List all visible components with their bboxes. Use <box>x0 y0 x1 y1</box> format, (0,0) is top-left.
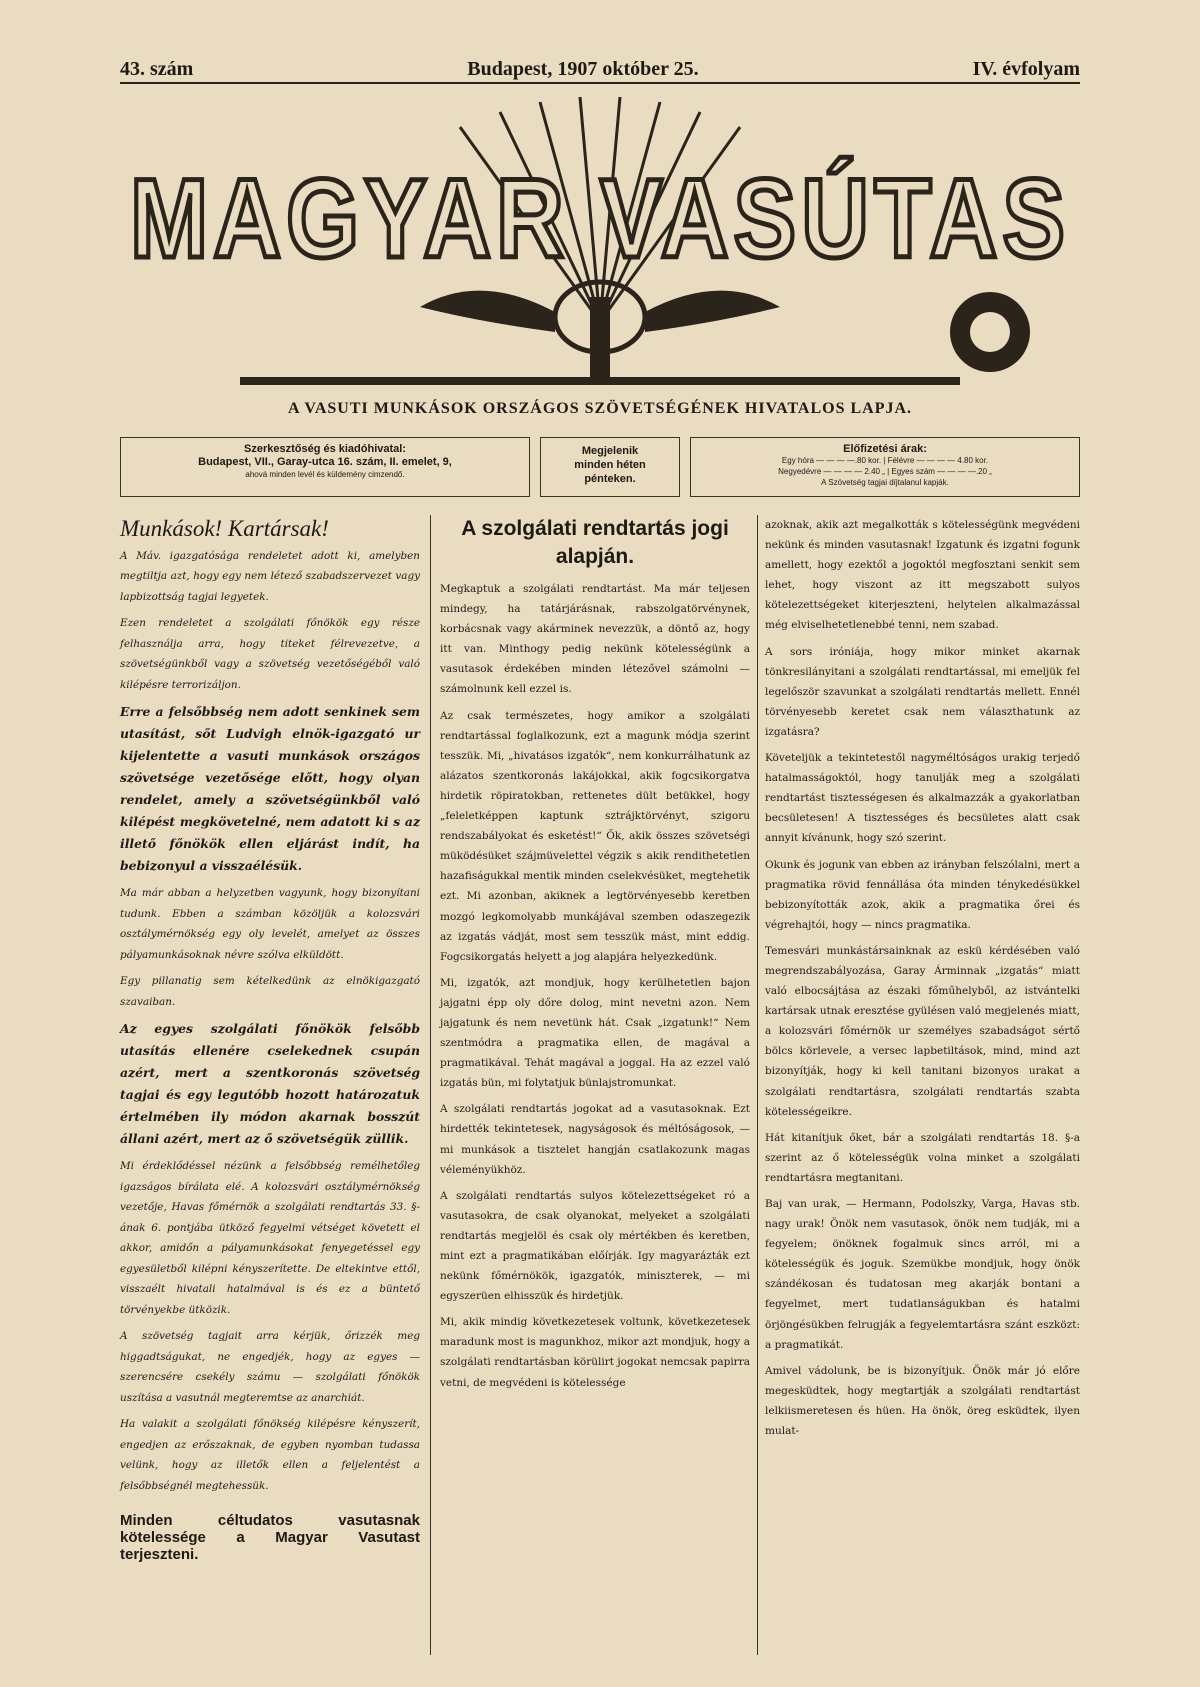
volume: IV. évfolyam <box>972 58 1080 80</box>
subscription-info <box>690 437 1080 497</box>
column-3 <box>765 515 1080 1447</box>
paragraph: Hát kitanítjuk őket, bár a szolgálati rendtartás 18. §-a szerint az ő kötelességük volna minket a szolgálati rendtartásra megtanitani. <box>765 1131 1080 1184</box>
article-title: A szolgálati rendtartás jogi alapján. <box>461 517 729 568</box>
subscription-line2: Negyedévre — — — — 2.40 „ | Egyes szám — — — —.20 „ <box>778 467 992 476</box>
promo-text: Minden céltudatos vasutasnak kötelessége a Magyar Vasutast terjeszteni. <box>120 1512 420 1563</box>
appears-line1: Megjelenik <box>581 445 639 457</box>
paragraph: Okunk és jogunk van ebben az irányban felszólalni, mert a pragmatika rövid fennállása óta minden ténykedésükkel bebizonyították azok, akik a pragmatika őrei és végrehajtói, hogy — nincs pragmatika. <box>765 858 1080 931</box>
subtitle: A VASUTI MUNKÁSOK ORSZÁGOS SZÖVETSÉGÉNEK HIVATALOS LAPJA. <box>287 400 913 417</box>
appears-line3: pénteken. <box>584 473 636 485</box>
paragraph: Egy pillanatig sem kételkedünk az elnökigazgató szavaiban. <box>120 975 420 1008</box>
issue-number: 43. szám <box>120 58 194 80</box>
appears-line2: minden héten <box>574 459 646 471</box>
paragraph: Az egyes szolgálati főnökök felsőbb utasítás ellenére cselekednek csupán azért, mert a szentkoronás szövetség tagjai és egy legutóbb hozott határozatuk értelmében ily módon akarnak bosszút állani azért, mert az ő szövetségük züllik. <box>120 1021 420 1146</box>
editorial-note: ahová minden levél és küldemény cimzendő. <box>245 470 405 479</box>
paragraph: Követeljük a tekintetestől nagyméltóságos urakig terjedő hatalmasságoktól, hogy tanulják meg a szolgálati rendtartást tisztességesen és alkalmazzák a gyakorlatban becsületesen! A tisztességes és becsületes alatt csak annyit kívánunk, hogy szó szerint. <box>765 752 1080 845</box>
appears-info <box>540 437 680 497</box>
paragraph: Baj van urak, — Hermann, Podolszky, Varga, Havas stb. nagy urak! Önök nem vasutasok, önök nem tudják, mi a fegyelem; önöknek fogalmuk sincs arról, mi a kötelességük és joguk. Szemükbe mondjuk, hogy önök szándékosan és tudatosan meg akarják bontani a fegyelmet, mert tudatlanságukban és hatalmi örjöngésükben felrugják a fegyelemtartásra szánt eszközt: a pragmatikát. <box>765 1198 1080 1351</box>
editorial-address: Budapest, VII., Garay-utca 16. szám, II. emelet, 9, <box>198 456 452 468</box>
paragraph: Megkaptuk a szolgálati rendtartást. Ma már teljesen mindegy, ha tatárjárásnak, rabszolgatörvénynek, korbácsnak vagy akárminek nevezzük, a döntő az, hogy itt van. Minthogy pedig nekünk kötelességünk a vasutasok érdekében minden létezővel számolni — számolnunk kell ezzel is. <box>440 583 750 696</box>
paragraph: A szolgálati rendtartás jogokat ad a vasutasoknak. Ezt hirdették tekintetesek, nagyságosok és méltóságosok, — mi munkások a tisztelet hangján csatlakozunk magas véleményükhöz. <box>440 1103 750 1176</box>
paragraph: Ezen rendeletet a szolgálati főnökök egy része felhasználja arra, hogy titeket félrevezetve, a szövetségünkből vagy a szövetség vezetőségéből való kilépésre terrorizáljon. <box>120 617 420 691</box>
paragraph: Mi, izgatók, azt mondjuk, hogy kerülhetetlen bajon jajgatni épp oly dőre dolog, mint nevetni azon. Nem jajgatunk és nem nevetünk hát. Csak „izgatunk!“ Nem szentmódra a pragmatika ellen, de magával a pragmatikával. Tehát magával a joggal. Ha az ezzel való izgatás bün, mi folytatjuk bünlajstromunkat. <box>440 976 750 1090</box>
subscription-title: Előfizetési árak: <box>843 443 927 455</box>
paragraph: Temesvári munkástársainknak az eskü kérdésében való megrendszabályozása, Garay Árminnak „izgatás“ miatt való elbocsájtása az északi főműhelyből, az istvántelki kartársak utnak eresztése gyülésen való megjelenés miatt, a kolozsvári főmérnök ur személyes szabadságot sértő bölcs körlevele, a versec lapbetiltások, mind, mind azt bizonyítják, hogy ki kell tanitani bizonyos urakat a szolgálati rendtartásra, szolgálati rendtartás szabta kötelességeikre. <box>765 944 1080 1118</box>
subscription-line1: Egy hóra — — — —.80 kor. | Félévre — — — — 4.80 kor. <box>781 456 989 465</box>
column-separator <box>430 515 431 1655</box>
paragraph: Ha valakit a szolgálati főnökség kilépésre kényszerít, engedjen az erőszaknak, de egyben nyomban tudassa velünk, hogy az illetők ellen a feljelentést a felsőbbségnél megtehessük. <box>120 1418 420 1492</box>
dateline: Budapest, 1907 október 25. <box>467 58 699 80</box>
issue-header <box>120 58 1080 81</box>
article-title: Munkások! Kartársak! <box>120 516 329 541</box>
masthead <box>120 92 1080 387</box>
paragraph: A szolgálati rendtartás sulyos kötelezettségeket ró a vasutasokra, de csak olyanokat, melyeket a szolgálati rendtartás megjelöl és csak oly mértékben és keretben, mint ezt a pragmatikában előírják. Igy magyarázták ezt nekünk főmérnökök, igazgatók, miniszterek, — mi egyszerüen elhisszük és hirdetjük. <box>440 1189 750 1303</box>
subscription-line3: A Szövetség tagjai díjtalanul kapják. <box>821 478 949 487</box>
header-rule <box>120 82 1080 84</box>
paragraph: Az csak természetes, hogy amikor a szolgálati rendtartással foglalkozunk, ezt a magunk módja szerint tesszük. Mi, „hivatásos izgatók“, nem konkurrálhatunk az alázatos szentkoronás lakájokkal, akik fogcsikorgatva hirdetik röpiratokban, rettenetes dült betükkel, hogy „feleletképpen kaptunk sztrájktörvényt, szigoru rendszabályokat és esketést!“ Ők, akik összes szövetségi müködésüket szájmüvelettel végzik s akik rendithetetlen hazafiságukkal mentik minden cselekvésüket, megtehetik ezt. Mi azonban, akiknek a legtörvényesebb keretben mozgó legkomolyabb munkájával szemben odaszegezik az izgatás vádját, most sem tesszük mást, mint eddig. Fogcsikorgatás helyett a jog alapjára helyezkedünk. <box>440 709 750 963</box>
column-1 <box>120 515 420 1569</box>
editorial-title: Szerkesztőség és kiadóhivatal: <box>243 443 406 455</box>
paragraph: Erre a felsőbbség nem adott senkinek sem utasítást, sőt Ludvigh elnök-igazgató ur kijelentette a vasuti munkások országos szövetsége vezetősége előtt, hogy olyan rendelet, amely a szövetségünkből való kilépést megkövetelné, nem adatott ki s az illető főnökök ellen eljárást indít, ha bebizonyul a visszaélésük. <box>120 704 420 873</box>
paragraph: azoknak, akik azt megalkották s kötelességünk megvédeni nekünk és minden vasutasnak! Izgatunk és izgatni fogunk amellett, hogy ezektől a jogoktól megfosztani senkit sem lehet, hogy viszont az itt megszabott sulyos kötelezettségeket kiterjeszteni, helytelen alkalmazással még elviselhetetlenebbé tenni, nem szabad. <box>765 519 1080 632</box>
paragraph: Amivel vádolunk, be is bizonyítjuk. Önök már jó előre megesküdtek, hogy megtartják a szolgálati rendtartást lelkiismeretesen és hüen. Ha önök, öreg esküdtek, ilyen mulat- <box>765 1364 1080 1438</box>
paragraph: Mi érdeklődéssel nézünk a felsőbbség remélhetőleg igazságos bírálata elé. A kolozsvári osztálymérnökség vezetője, Havas főmérnök a szolgálati rendtartás 33. §-ának 6. pontjába ütköző fegyelmi vétséget követett el akkor, amidőn a pályamunkásokat fenyegetéssel egy egyesületből kilépni kényszerítette. De eltekintve ettől, visszaélt hivatali hatalmával is és ez a büntető törvényekbe ütközik. <box>120 1160 420 1316</box>
paragraph: Ma már abban a helyzetben vagyunk, hogy bizonyítani tudunk. Ebben a számban közöljük a kolozsvári osztálymérnökség egy oly levelét, amelyet az összes pályamunkásoknak névre szólva elküldött. <box>120 887 420 961</box>
masthead-title: MAGYAR VASÚTAS <box>130 156 1070 281</box>
paragraph: A szövetség tagjait arra kérjük, őrizzék meg higgadtságukat, ne engedjék, hogy az egyes — szerencsére csekély számu — szolgálati főnökök uszítása a vasutnál megteremtse az anarchiát. <box>120 1330 420 1404</box>
winged-wheel-icon <box>240 282 960 385</box>
editorial-info <box>120 437 530 497</box>
paragraph: A sors iróniája, hogy mikor minket akarnak tönkresilányitani a szolgálati rendtartással, mi emeljük fel legelőször szavunkat a szolgálati rendtartás mellett. Ennél törvényesebb keretet csak nem választhatunk az izgatásra? <box>765 645 1080 738</box>
paragraph: Mi, akik mindig következetesek voltunk, következetesek maradunk most is magunkhoz, mikor azt mondjuk, hogy a szolgálati rendtartásban körülirt jogokat nemcsak papirra vetni, de megvédeni is kötelessége <box>440 1316 750 1389</box>
column-separator <box>757 515 758 1655</box>
paragraph: A Máv. igazgatósága rendeletet adott ki, amelyben megtiltja azt, hogy egy nem létező szabadszervezet vagy lapbizottság tagjai legyetek. <box>120 549 420 603</box>
column-2 <box>440 515 750 1399</box>
